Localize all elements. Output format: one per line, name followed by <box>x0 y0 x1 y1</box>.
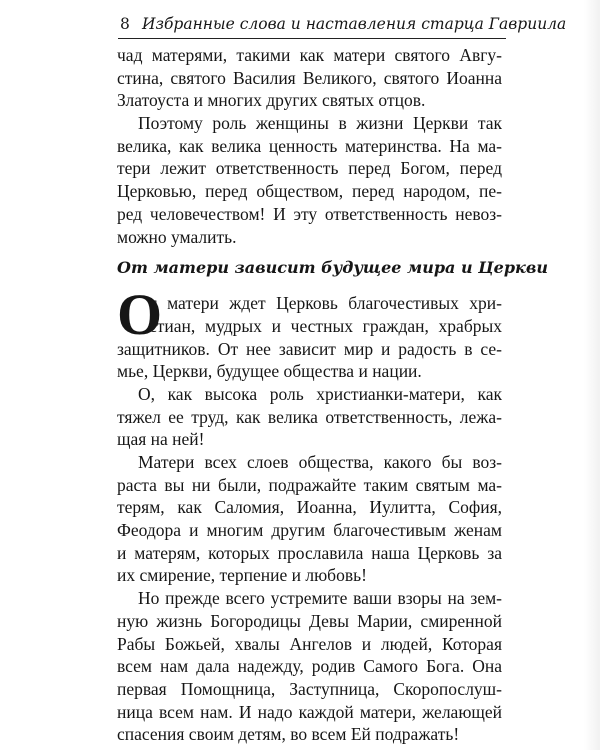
running-title: Избранные слова и наставления старца Гавриила <box>142 15 567 33</box>
text-line: их смирение, терпение и любовь! <box>117 565 367 586</box>
text-line: и матерям, которых прославила наша Церковь за <box>117 542 502 563</box>
text-line: чад матерями, такими как матери святого Авгу- <box>117 45 502 65</box>
page-number: 8 <box>120 15 130 33</box>
text-line: О, как высока роль христианки-матери, как <box>138 383 502 404</box>
text-line: всем нам дала надежду, родив Самого Бога. Она <box>117 656 502 677</box>
text-line: Но прежде всего устремите ваши взоры на зем- <box>138 588 502 609</box>
text-line: стиан, мудрых и честных граждан, храбрых <box>149 315 502 336</box>
text-line: Церковью, перед обществом, перед народом, пе- <box>117 181 502 202</box>
text-line: ред человечеством! И эту ответственность невоз- <box>117 203 502 224</box>
text-line: раста вы ни были, подражайте таким святым ма- <box>117 474 502 495</box>
page-edge-shadow <box>584 0 600 750</box>
text-line: Златоуста и многих других святых отцов. <box>117 90 426 111</box>
dropcap-paragraph <box>117 282 502 383</box>
text-line: Рабы Божьей, хвалы Ангелов и людей, Которая <box>117 633 502 654</box>
text-line: Матери всех слоев общества, какого бы воз- <box>138 452 502 472</box>
text-line: мье, Церкви, будущее общества и нации. <box>117 361 422 382</box>
text-line: можно умалить. <box>117 226 237 247</box>
text-line: спасения своим детям, во всем Ей подражать! <box>117 724 460 745</box>
running-header <box>118 12 567 39</box>
text-line: защитников. От нее зависит мир и радость в се- <box>117 338 502 359</box>
text-line: тяжел ее труд, как велика ответственность, лежа- <box>117 406 502 427</box>
text-line: первая Помощница, Заступница, Скоропослуш- <box>117 678 502 699</box>
text-line: ную жизнь Богородицы Девы Марии, смиренной <box>117 610 502 631</box>
text-line: Поэтому роль женщины в жизни Церкви так <box>138 113 502 134</box>
text-line: щая на ней! <box>117 429 205 450</box>
drop-cap-letter: О <box>117 282 163 348</box>
page-body <box>117 44 548 746</box>
text-line: стина, святого Василия Великого, святого Иоанна <box>117 67 502 88</box>
text-line: ница всем нам. И надо каждой матери, желающей <box>117 701 502 722</box>
section-heading: От матери зависит будущее мира и Церкви <box>117 258 548 278</box>
text-line: велика, как велика ценность материнства. На ма- <box>117 135 502 156</box>
text-line: Феодора и многим другим благочестивым женам <box>117 520 502 541</box>
text-line: т матери ждет Церковь благочестивых хри- <box>149 293 502 314</box>
text-line: терям, как Саломия, Иоанна, Иулитта, София, <box>117 497 502 518</box>
text-line: тери лежит ответственность перед Богом, перед <box>117 158 502 179</box>
